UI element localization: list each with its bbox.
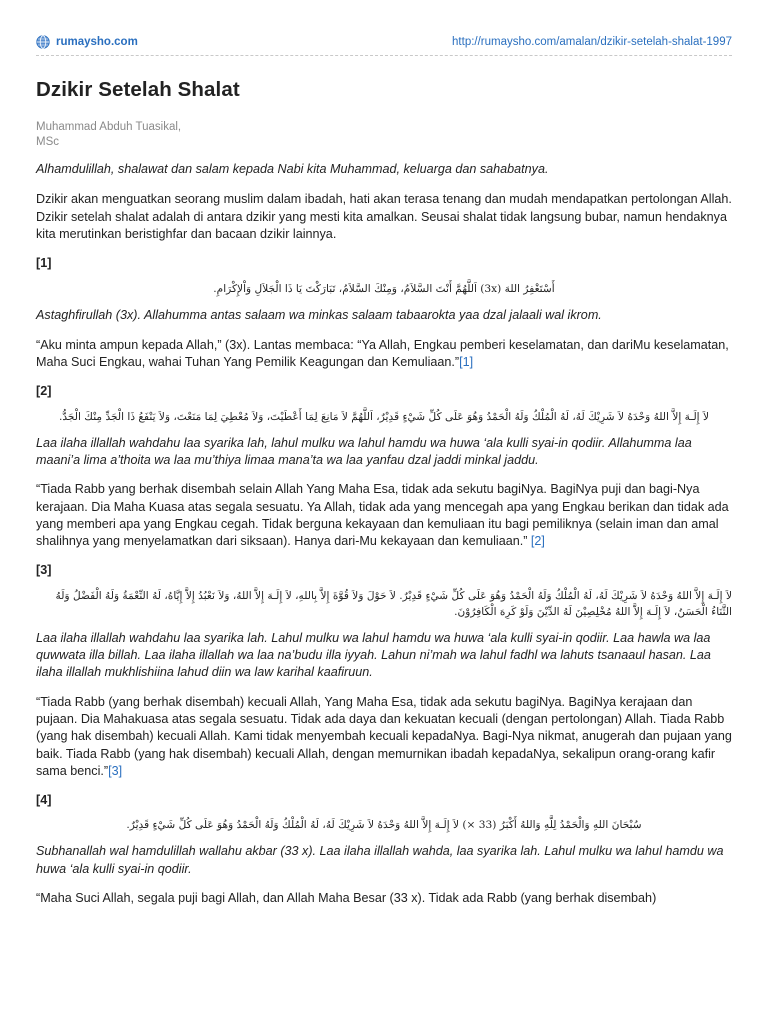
latin-transliteration: Astaghfirullah (3x). Allahumma antas salaam wa minkas salaam tabaarokta yaa dzal jalaali wal ikrom. (36, 308, 602, 323)
author (36, 120, 732, 149)
site-name[interactable]: rumaysho.com (56, 36, 138, 48)
section-label: [2] (36, 384, 52, 399)
author-name: Muhammad Abduh Tuasikal, (36, 121, 182, 133)
arabic-text: سُبْحَانَ اللهِ وَالْحَمْدُ لِلَّهِ وَاللهُ أَكْبَرُ (33 ×) لاَ إِلَـهَ إِلاَّ اللهُ وَحْدَهُ لاَ شَرِيْكَ لَهُ، لَهُ الْمُلْكُ وَلَهُ الْحَمْدُ وَهُوَ عَلَى كُلِّ شَيْءٍ قَدِيْرٌ. (126, 819, 642, 832)
translation-text: “Tiada Rabb (yang berhak disembah) kecuali Allah, Yang Maha Esa, tidak ada sekutu bagiNya. BagiNya kerajaan dan pujaan. Dia Mahakuasa atas segala sesuatu. Tidak ada daya dan kekuatan kecuali (dengan pertolongan) Allah. Tiada Rabb (yang hak disembah) kecuali Allah. Kami tidak menyembah kecuali kepadaNya. Bagi-Nya nikmat, anugerah dan pujaan yang baik. Tiada Rabb (yang hak disembah) kecuali Allah, dengan memurnikan ibadah kepadaNya, sekalipun orang-orang kafir sama benci.” (36, 694, 732, 778)
section-label: [3] (36, 563, 52, 578)
author-degree: MSc (36, 135, 59, 148)
arabic-text: أَسْتَغْفِرُ اللهَ (3x) اَللَّهُمَّ أَنْتَ السَّلاَمُ، وَمِنْكَ السَّلاَمُ، تَبَارَكْتَ يَا ذَا الْجَلاَلِ وَاْلإِكْرَامِ. (213, 283, 555, 296)
footnote-link[interactable]: [1] (459, 355, 474, 370)
intro-paragraph: Dzikir akan menguatkan seorang muslim dalam ibadah, hati akan terasa tenang dan mudah mendapatkan pertolongan Allah. Dzikir setelah shalat adalah di antara dzikir yang mesti kita amalkan. Seusai shalat tidak langsung bubar, namun hendaknya kita merutinkan beristighfar dan bacaan dzikir lainnya. (36, 192, 732, 241)
translation (36, 481, 732, 550)
page-header (36, 30, 732, 54)
footnote-link[interactable]: [3] (108, 763, 123, 778)
article (36, 78, 732, 907)
translation (36, 337, 732, 372)
latin-transliteration: Laa ilaha illallah wahdahu laa syarika lah, lahul mulku wa lahul hamdu wa huwa ‘ala kulli syai-in qodiir. Allahumma laa maani’a lima a’thoita wa laa mu’thiya limaa mana’ta wa laa yanfau dzal jaddi minkal jaddu. (36, 435, 692, 467)
latin-transliteration: Subhanallah wal hamdulillah wallahu akbar (33 x). Laa ilaha illallah wahda, laa syarika lah. Lahul mulku wa lahul hamdu wa huwa ‘ala kulli syai-in qodiir. (36, 844, 724, 876)
footnote-link[interactable]: [2] (530, 534, 545, 549)
arabic-text: لاَ إِلَـهَ إِلاَّ اللهُ وَحْدَهُ لاَ شَرِيْكَ لَهُ، لَهُ الْمُلْكُ وَلَهُ الْحَمْدُ وَهُوَ عَلَى كُلِّ شَيْءٍ قَدِيْرٌ، اَللَّهُمَّ لاَ مَانِعَ لِمَا أَعْطَيْتَ، وَلاَ مُعْطِيَ لِمَا مَنَعْتَ، وَلاَ يَنْفَعُ ذَا الْجَدِّ مِنْكَ الْجَدُّ. (58, 410, 710, 423)
section-label: [1] (36, 256, 52, 271)
section-label: [4] (36, 793, 52, 808)
translation-text: “Maha Suci Allah, segala puji bagi Allah, dan Allah Maha Besar (33 x). Tidak ada Rabb (yang berhak disembah) (36, 891, 657, 906)
translation (36, 694, 732, 780)
globe-icon (36, 35, 50, 49)
page-url-link[interactable]: http://rumaysho.com/amalan/dzikir-setelah-shalat-1997 (452, 36, 732, 48)
translation-text: “Aku minta ampun kepada Allah,” (3x). Lantas membaca: “Ya Allah, Engkau pemberi keselamatan, dan dariMu keselamatan, Maha Suci Engkau, wahai Tuhan Yang Pemilik Keagungan dan Kemuliaan.” (36, 337, 729, 370)
translation-text: “Tiada Rabb yang berhak disembah selain Allah Yang Maha Esa, tidak ada sekutu bagiNya. BagiNya puji dan bagi-Nya kerajaan. Dia Maha Kuasa atas segala sesuatu. Ya Allah, tidak ada yang mencegah apa yang Engkau berikan dan tidak ada yang memberi apa yang Engkau cegah. Tidak berguna kekayaan dan kemuliaan itu bagi pemiliknya (selain iman dan amal shalihnya yang menyelamatkan dari siksaan). Hanya dari-Mu kekayaan dan kemuliaan.” (36, 482, 729, 549)
article-title: Dzikir Setelah Shalat (36, 78, 240, 101)
arabic-text: لاَ إِلَـهَ إِلاَّ اللهُ وَحْدَهُ لاَ شَرِيْكَ لَهُ، لَهُ الْمُلْكُ وَلَهُ الْحَمْدُ وَهُوَ عَلَى كُلِّ شَيْءٍ قَدِيْرٌ. لاَ حَوْلَ وَلاَ قُوَّةَ إِلاَّ بِاللهِ، لاَ إِلَـهَ إِلاَّ اللهُ، وَلاَ نَعْبُدُ إِلاَّ إِيَّاهُ، لَهُ النِّعْمَةُ وَلَهُ الْفَضْلُ وَلَهُ الثَّنَاءُ الْحَسَنُ، لاَ إِلَـهَ إِلاَّ اللهُ مُخْلِصِيْنَ لَهُ الدِّيْنَ وَلَوْ كَرِهَ الْكَافِرُوْنَ. (55, 589, 732, 618)
intro-greeting: Alhamdulillah, shalawat dan salam kepada Nabi kita Muhammad, keluarga dan sahabatnya. (36, 162, 549, 176)
site-link[interactable] (36, 35, 138, 49)
latin-transliteration: Laa ilaha illallah wahdahu laa syarika lah. Lahul mulku wa lahul hamdu wa huwa ‘ala kulli syai-in qodiir. Laa hawla wa laa quwwata illa billah. Laa ilaha illallah wa laa na’budu illa iyyah. Lahun ni’mah wa lahul fadhl wa lahuts tsanaaul hasan. Laa ilaha illallah mukhlishiina lahud diin wa law karihal kaafiruun. (36, 630, 711, 680)
header-divider (36, 55, 732, 56)
